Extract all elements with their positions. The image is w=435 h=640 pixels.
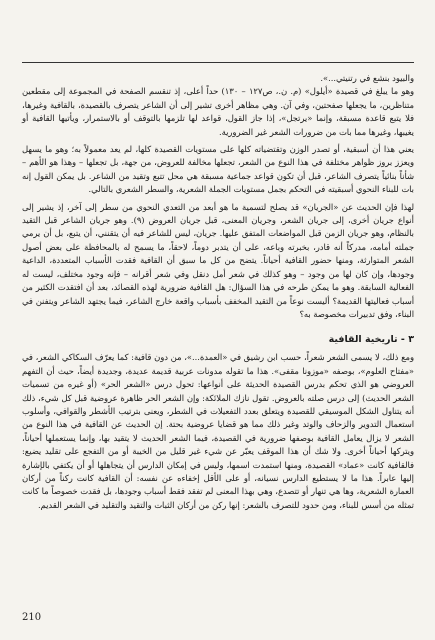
paragraph-3: يعني هذا أن أسبقية، أو تصدر الوزن وتقتضياته كلها على مستويات القصيدة كلها، لم يعد معمولاً به؛ وهو ما يسهل ويعزز بروز ظواهر مختلفة في هذا النوع من الشعر، تجعلها مخالفة للعروض، من جهة، بل تجعلها – وهذا هو الأهم – شأناً بنائياً يتصرف الشاعر، قبل أن تكون قواعد جماعية مسبقة هي محل تتبع وتقيد من الشاعر. بل يمكن القول إنه بات للبناء النحوي أسبقيته في التحكم بجمل مستويات الجملة الشعرية، والسطر الشعري بالتالي. — [22, 144, 414, 195]
header-rule — [22, 62, 414, 63]
paragraph-1: والبيود بنشع في رتنيتي...». — [320, 73, 414, 83]
section-paragraph-1: ومع ذلك، لا يسمى الشعر شعراً، حسب ابن رشيق في «العمدة...»، من دون قافية: كما يعرّف السكاكي الشعر، في «مفتاح العلوم»، بوصفه «موزونا مقفى». هذا ما تقوله مدونات عربية قديمة عديدة، وجديدة أيضاً، حيث أن التفهم العروضي هو الذي تحكم بدرس القصيدة الحديثة على أنواعها: تحول درس «الشعر الحر» (أو غيره من تسميات الشعر الحديث) إلى درس صلته بالعروض. تقول نازك الملائكة: وإن الشعر الحر ظاهرة عروضية قبل كل شيء، ذلك أنه يتناول الشكل الموسيقي للقصيدة ويتعلق بعدد التفعيلات في الشطر، ويعنى بترتيب الأشطر والقوافي، وأسلوب استعمال التدوير والزحاف والوتد وغير ذلك مما هو قضايا عروضية بحتة. إن الحديث عن القافية في هذا النوع من الشعر لا يزال يعامل القافية بوصفها ضرورية في القصيدة، فيما الشعر الحديث لا يتقيد بها، وإنما يستعملها أحياناً، ويتركها أحياناً أخرى. ولا شك أن هذا الموقف يعبّر عن شيء غير قليل من الخيبة أو من التفجع على تقليد يضيع: فالقافية كانت «عماد» القصيدة، ومنها استمدت اسمها، وليس في إمكان الدارس أن يتجاهلها أو أن يكتفي بالإشارة إليها عابراً. هذا ما لا يستطيع الدارس نسيانه، أو على الأقل إخفاءه عن نفسه: أن القافية كانت ركناً من أركان العمارة الشعرية، وها هي تنهار أو تتصدع، وهي بهذا المعنى لم تفقد فقط أسباب وجودها، بل فقدت خصوصاً ما كانت تمثله من أسس للبناء، ومن حدود للتصرف بالشعر: إنها ركن من أركان الثبات والتقيد والتقليد في الشعر القديم. — [22, 352, 414, 510]
paragraph-4: لهذا فإن الحديث عن «الجريان» قد يصلح لتسمية ما هو أبعد من التعدي النحوي من سطر إلى آخر، إذ يشير إلى أنواع جريان أخرى، إلى جريان الشعر، وجريان المعنى، قبل جريان العروض (٩). وهو جريان الشاعر قبل التقيد بالنظام، وهو جريان الزمن قبل المواضعات المتفق عليها. جريان، ليس للشاعر فيه أن يتقنني، أن يتبع، بل أن يرمي جملته أمامه، مدركاً أنه قادر، بخبرته وباعه، على أن يتدبر دوماً، لاحقاً، ما يسمح له بالمحافظة على بعض أصول الشعر المتوارثة، ومنها حضور القافية أحياناً. يتضح من كل ما سبق أن القافية فقدت الأسباب المتعددة، الداعية وجودها، وإن كان لها من وجود – وهو كذلك في شعر أمل دنقل وفي شعر أقرانه – فإنه وجود مختلف، ليست له الفعالية السابقة. وهو ما يمكن طرحه في هذا السؤال: هل القافية ضرورية لهذه القصائد، بعد أن افتقدت الكثير من أسباب فعاليتها القديمة؟ أليست نوعاً من التقيد المخفف بأسباب واقعة خارج الشاعر، فيما يجتهد الشاعر ويتفنن في البناء، وفق تدبيرات مخصوصة به؟ — [22, 201, 414, 319]
paragraph-2: وهو ما يبلغ في قصيدة «أيلول» (م. ن.، ص١٢٧ – ١٣٠) حداً أعلى، إذ تنقسم الصفحة في المجموعة إلى مقطعين متناظرين، ما يجعلها صفحتين، وفي آن. وهي مظاهر أخرى تشير إلى أن الشاعر يتصرف بالقصيدة، بالقافية وغيرها، فلا يتبع قاعدة مسبقة، وإنما «يرتجل»، إذا جاز القول، قواعد لها تلزمها بالتوقف أو بالاستمرار، ويأتيها القافية أو يغيبها، وغيرها مما بات من ضرورات الشعر غير الضرورية. — [22, 86, 414, 137]
section-heading: ٣ - تاريخية القافية — [328, 334, 414, 346]
page-body — [22, 72, 414, 512]
page-number: 210 — [22, 612, 42, 623]
